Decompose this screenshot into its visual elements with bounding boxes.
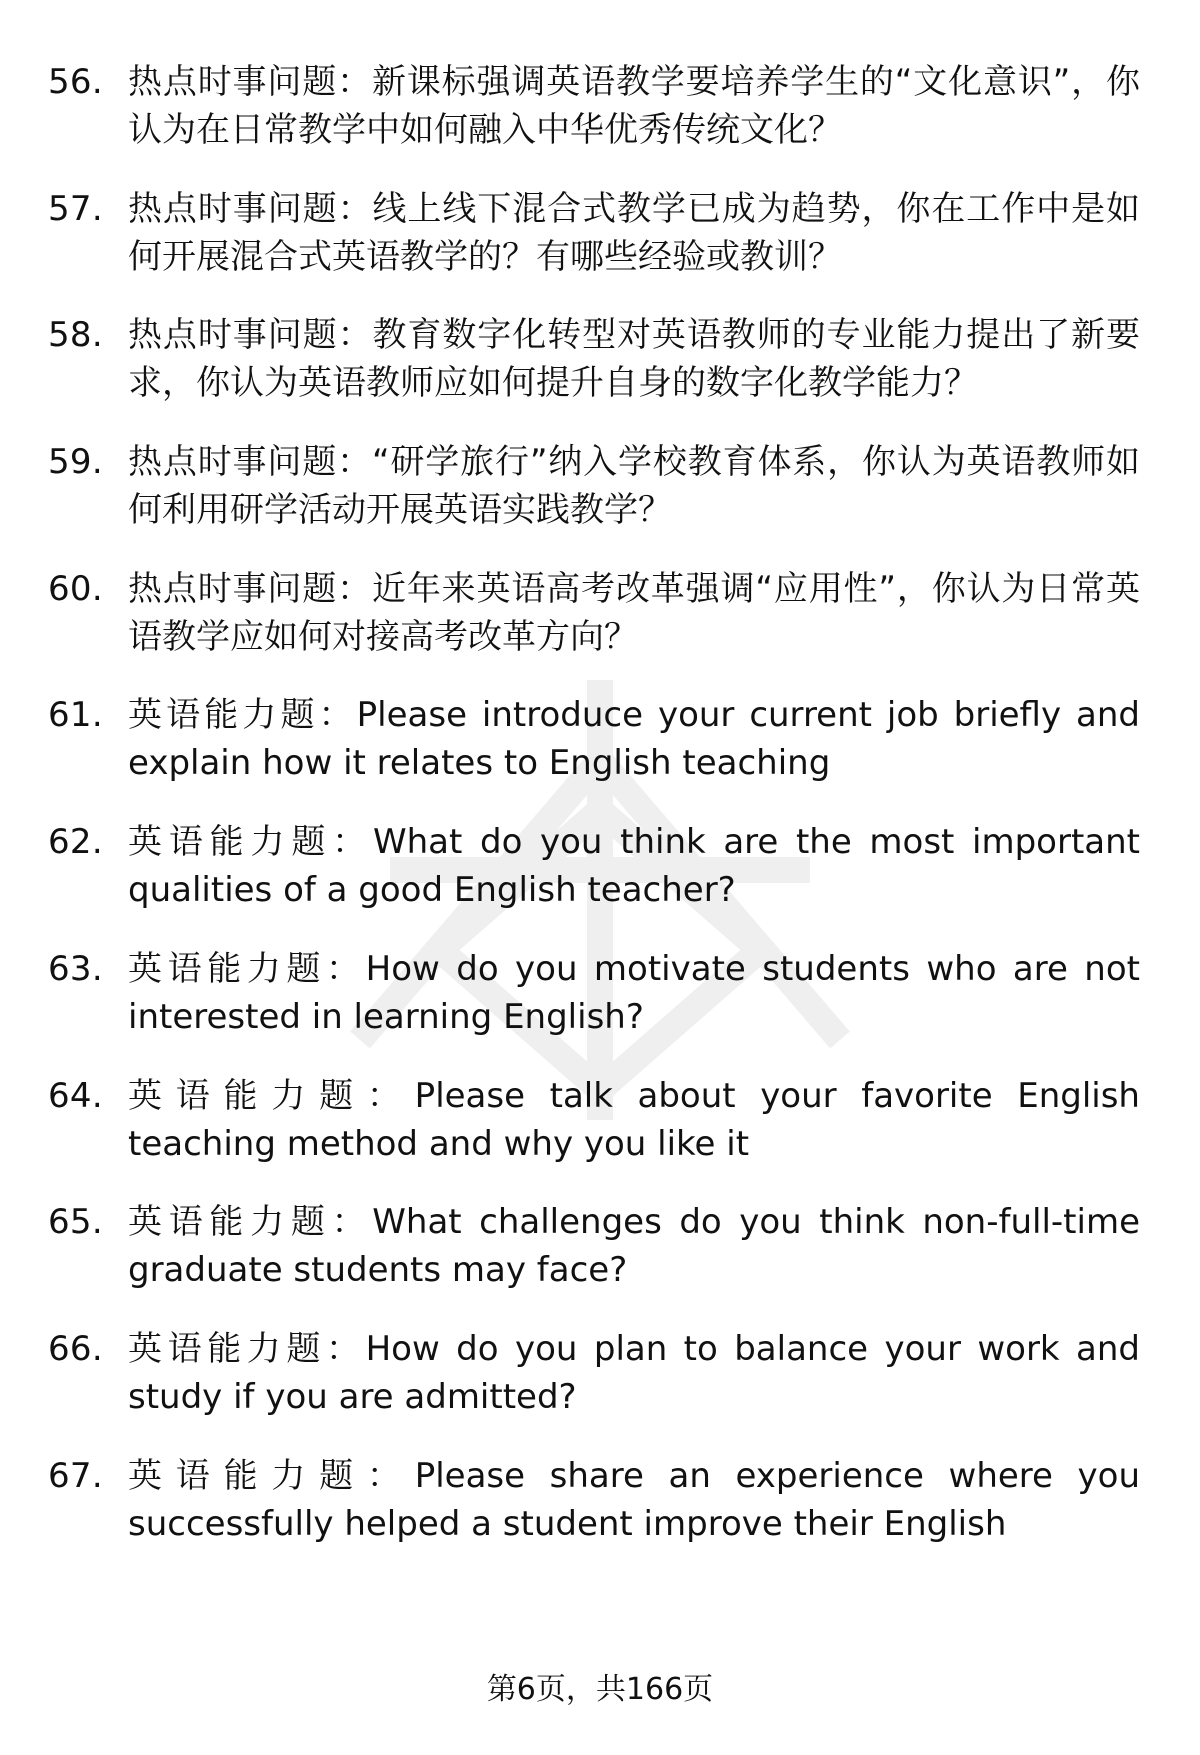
question-number: 61. [48,695,103,736]
question-number: 63. [48,948,103,989]
question-number: 67. [48,1455,103,1496]
question-text: 英语能力题：Please introduce your current job briefly and explain how it relates to English teaching [128,695,1140,784]
question-text: 英语能力题：How do you plan to balance your work and study if you are admitted? [128,1328,1140,1417]
question-number: 60. [48,568,103,609]
list-item [48,1452,1140,1548]
question-text: 热点时事问题：新课标强调英语教学要培养学生的“文化意识”，你认为在日常教学中如何融入中华优秀传统文化？ [128,62,1140,150]
question-number: 56. [48,62,103,102]
question-number: 59. [48,442,103,483]
question-text: 英语能力题：Please talk about your favorite English teaching method and why you like it [128,1075,1140,1164]
list-item [48,691,1140,787]
question-text: 热点时事问题：近年来英语高考改革强调“应用性”，你认为日常英语教学应如何对接高考改革方向？ [128,568,1140,657]
list-item [48,945,1140,1041]
list-item [48,1072,1140,1168]
question-number: 62. [48,822,103,863]
question-list [48,58,1140,1548]
list-item [48,818,1140,914]
question-number: 66. [48,1328,103,1369]
question-number: 64. [48,1075,103,1116]
question-text: 英语能力题：What challenges do you think non-full-time graduate students may face? [128,1202,1140,1291]
question-text: 英语能力题：How do you motivate students who are not interested in learning English? [128,948,1140,1037]
list-item [48,1198,1140,1294]
question-number: 58. [48,315,103,356]
list-item [48,1325,1140,1421]
list-item [48,438,1140,534]
list-item [48,565,1140,661]
question-text: 英语能力题：Please share an experience where you successfully helped a student improve their English [128,1455,1140,1544]
question-text: 热点时事问题：线上线下混合式教学已成为趋势，你在工作中是如何开展混合式英语教学的？有哪些经验或教训？ [128,188,1140,277]
list-item [48,311,1140,407]
list-item [48,185,1140,281]
list-item [48,58,1140,154]
question-number: 65. [48,1202,103,1243]
question-text: 英语能力题：What do you think are the most important qualities of a good English teacher? [128,822,1140,911]
page-number-footer: 第6页，共166页 [486,1672,714,1707]
question-text: 热点时事问题：教育数字化转型对英语教师的专业能力提出了新要求，你认为英语教师应如何提升自身的数字化教学能力？ [128,315,1140,404]
question-number: 57. [48,188,103,229]
question-text: 热点时事问题：“研学旅行”纳入学校教育体系，你认为英语教师如何利用研学活动开展英语实践教学？ [128,442,1140,531]
